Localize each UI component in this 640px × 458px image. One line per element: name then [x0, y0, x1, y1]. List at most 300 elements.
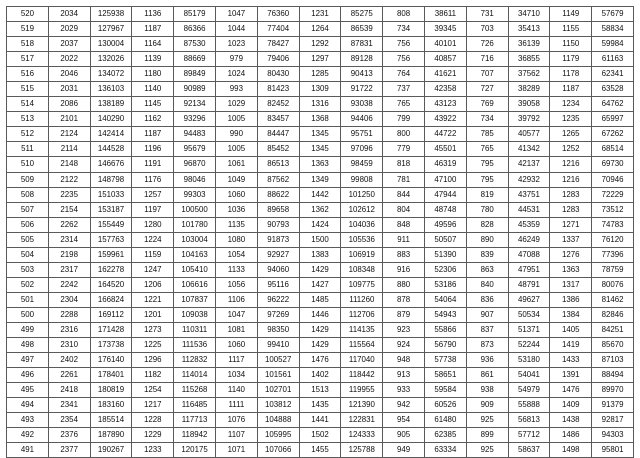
table-row	[7, 262, 634, 277]
table-cell: 1133	[215, 262, 257, 277]
table-cell: 47944	[424, 187, 466, 202]
table-cell: 1409	[550, 398, 592, 413]
table-cell: 69730	[592, 157, 634, 172]
table-cell: 38289	[508, 82, 550, 97]
table-cell: 1500	[299, 232, 341, 247]
table-cell: 839	[466, 247, 508, 262]
table-cell: 43751	[508, 187, 550, 202]
table-row	[7, 217, 634, 232]
table-cell: 1384	[550, 307, 592, 322]
table-cell: 818	[383, 157, 425, 172]
table-row	[7, 338, 634, 353]
table-cell: 1005	[215, 142, 257, 157]
table-row	[7, 202, 634, 217]
table-cell: 1196	[132, 142, 174, 157]
table-cell: 63334	[424, 443, 466, 458]
table-cell: 1060	[215, 338, 257, 353]
table-cell: 101561	[257, 368, 299, 383]
table-cell: 47951	[508, 262, 550, 277]
table-row	[7, 157, 634, 172]
table-cell: 1191	[132, 157, 174, 172]
table-cell: 59584	[424, 383, 466, 398]
table-cell: 1139	[132, 52, 174, 67]
table-cell: 40577	[508, 127, 550, 142]
table-cell: 65997	[592, 112, 634, 127]
table-cell: 1234	[550, 97, 592, 112]
table-row	[7, 413, 634, 428]
table-row	[7, 322, 634, 337]
table-cell: 110311	[174, 322, 216, 337]
table-cell: 924	[383, 338, 425, 353]
table-cell: 1023	[215, 37, 257, 52]
table-cell: 47100	[424, 172, 466, 187]
table-cell: 837	[466, 322, 508, 337]
table-cell: 1047	[215, 307, 257, 322]
table-cell: 911	[383, 232, 425, 247]
table-cell: 2031	[48, 82, 90, 97]
table-cell: 77404	[257, 22, 299, 37]
table-cell: 99303	[174, 187, 216, 202]
table-cell: 49596	[424, 217, 466, 232]
table-cell: 1150	[550, 37, 592, 52]
table-row	[7, 443, 634, 458]
table-cell: 51390	[424, 247, 466, 262]
table-cell: 1036	[215, 202, 257, 217]
table-cell: 79406	[257, 52, 299, 67]
table-cell: 1316	[299, 97, 341, 112]
table-cell: 1502	[299, 428, 341, 443]
table-cell: 103004	[174, 232, 216, 247]
table-cell: 1060	[215, 187, 257, 202]
table-cell: 707	[466, 67, 508, 82]
table-cell: 112706	[341, 307, 383, 322]
table-cell: 756	[383, 37, 425, 52]
table-cell: 84447	[257, 127, 299, 142]
table-row	[7, 37, 634, 52]
table-cell: 1047	[215, 7, 257, 22]
table-cell: 48748	[424, 202, 466, 217]
table-cell: 1345	[299, 142, 341, 157]
table-cell: 2262	[48, 217, 90, 232]
table-cell: 48791	[508, 277, 550, 292]
table-cell: 1231	[299, 7, 341, 22]
table-cell: 39345	[424, 22, 466, 37]
table-cell: 121390	[341, 398, 383, 413]
table-cell: 92927	[257, 247, 299, 262]
table-cell: 87103	[592, 353, 634, 368]
table-cell: 114014	[174, 368, 216, 383]
table-cell: 2122	[48, 172, 90, 187]
table-cell: 76120	[592, 232, 634, 247]
table-cell: 57738	[424, 353, 466, 368]
table-cell: 1159	[132, 247, 174, 262]
table-cell: 819	[466, 187, 508, 202]
table-cell: 716	[466, 52, 508, 67]
table-cell: 34710	[508, 7, 550, 22]
table-cell: 134072	[90, 67, 132, 82]
table-row	[7, 307, 634, 322]
table-cell: 85452	[257, 142, 299, 157]
table-cell: 1201	[132, 307, 174, 322]
table-cell: 127967	[90, 22, 132, 37]
table-row	[7, 127, 634, 142]
table-row	[7, 52, 634, 67]
table-cell: 993	[215, 82, 257, 97]
table-cell: 98350	[257, 322, 299, 337]
score-cell: 515	[7, 82, 49, 97]
table-cell: 1283	[550, 202, 592, 217]
table-row	[7, 292, 634, 307]
score-cell: 492	[7, 428, 49, 443]
table-row	[7, 142, 634, 157]
table-cell: 880	[383, 277, 425, 292]
table-cell: 185514	[90, 413, 132, 428]
table-cell: 102612	[341, 202, 383, 217]
table-cell: 1145	[132, 97, 174, 112]
table-cell: 85179	[174, 7, 216, 22]
table-cell: 102701	[257, 383, 299, 398]
score-cell: 517	[7, 52, 49, 67]
table-cell: 731	[466, 7, 508, 22]
score-cell: 494	[7, 398, 49, 413]
table-cell: 1446	[299, 307, 341, 322]
table-cell: 148798	[90, 172, 132, 187]
table-cell: 87530	[174, 37, 216, 52]
table-cell: 2314	[48, 232, 90, 247]
table-cell: 119955	[341, 383, 383, 398]
table-cell: 95679	[174, 142, 216, 157]
score-cell: 519	[7, 22, 49, 37]
score-cell: 504	[7, 247, 49, 262]
table-cell: 115268	[174, 383, 216, 398]
table-cell: 1081	[215, 322, 257, 337]
table-cell: 114135	[341, 322, 383, 337]
table-cell: 86539	[341, 22, 383, 37]
table-cell: 1391	[550, 368, 592, 383]
table-cell: 1337	[550, 232, 592, 247]
table-cell: 863	[466, 262, 508, 277]
table-body	[7, 7, 634, 458]
table-cell: 2198	[48, 247, 90, 262]
table-cell: 89128	[341, 52, 383, 67]
table-cell: 91379	[592, 398, 634, 413]
table-cell: 1034	[215, 368, 257, 383]
table-cell: 1247	[132, 262, 174, 277]
table-cell: 848	[383, 217, 425, 232]
table-cell: 1485	[299, 292, 341, 307]
table-cell: 41342	[508, 142, 550, 157]
table-cell: 780	[466, 202, 508, 217]
score-cell: 498	[7, 338, 49, 353]
table-cell: 187890	[90, 428, 132, 443]
table-cell: 54064	[424, 292, 466, 307]
table-cell: 104036	[341, 217, 383, 232]
score-cell: 499	[7, 322, 49, 337]
table-cell: 97096	[341, 142, 383, 157]
table-cell: 116485	[174, 398, 216, 413]
table-cell: 2101	[48, 112, 90, 127]
table-cell: 55866	[424, 322, 466, 337]
table-cell: 1273	[132, 322, 174, 337]
table-cell: 1271	[550, 217, 592, 232]
table-cell: 1429	[299, 322, 341, 337]
table-cell: 89658	[257, 202, 299, 217]
table-cell: 155449	[90, 217, 132, 232]
table-cell: 909	[466, 398, 508, 413]
score-cell: 501	[7, 292, 49, 307]
table-cell: 899	[466, 428, 508, 443]
table-cell: 40101	[424, 37, 466, 52]
table-cell: 1363	[550, 262, 592, 277]
table-row	[7, 398, 634, 413]
table-cell: 87831	[341, 37, 383, 52]
table-cell: 85275	[341, 7, 383, 22]
table-cell: 180819	[90, 383, 132, 398]
table-cell: 63528	[592, 82, 634, 97]
table-cell: 1182	[132, 368, 174, 383]
table-cell: 103812	[257, 398, 299, 413]
table-cell: 1513	[299, 383, 341, 398]
table-cell: 764	[383, 67, 425, 82]
table-cell: 78427	[257, 37, 299, 52]
table-cell: 800	[383, 127, 425, 142]
table-cell: 1216	[550, 172, 592, 187]
table-cell: 45359	[508, 217, 550, 232]
table-row	[7, 247, 634, 262]
table-cell: 1476	[299, 353, 341, 368]
table-cell: 1221	[132, 292, 174, 307]
table-cell: 878	[383, 292, 425, 307]
table-cell: 1433	[550, 353, 592, 368]
table-cell: 115564	[341, 338, 383, 353]
table-cell: 726	[466, 37, 508, 52]
table-cell: 64762	[592, 97, 634, 112]
table-cell: 144528	[90, 142, 132, 157]
table-cell: 1252	[550, 142, 592, 157]
table-cell: 183160	[90, 398, 132, 413]
table-cell: 883	[383, 247, 425, 262]
table-cell: 907	[466, 307, 508, 322]
table-cell: 93296	[174, 112, 216, 127]
table-cell: 90413	[341, 67, 383, 82]
table-cell: 923	[383, 322, 425, 337]
table-cell: 1235	[550, 112, 592, 127]
table-cell: 53180	[508, 353, 550, 368]
table-cell: 100500	[174, 202, 216, 217]
score-cell: 505	[7, 232, 49, 247]
table-cell: 173738	[90, 338, 132, 353]
table-cell: 785	[466, 127, 508, 142]
table-cell: 95116	[257, 277, 299, 292]
table-cell: 43123	[424, 97, 466, 112]
table-cell: 53186	[424, 277, 466, 292]
table-cell: 50507	[424, 232, 466, 247]
table-cell: 83457	[257, 112, 299, 127]
table-cell: 1056	[215, 277, 257, 292]
table-cell: 91873	[257, 232, 299, 247]
table-cell: 1136	[132, 7, 174, 22]
table-row	[7, 428, 634, 443]
table-cell: 151033	[90, 187, 132, 202]
table-cell: 60526	[424, 398, 466, 413]
table-row	[7, 187, 634, 202]
table-cell: 1233	[132, 443, 174, 458]
table-cell: 1135	[215, 217, 257, 232]
table-cell: 104163	[174, 247, 216, 262]
table-cell: 52244	[508, 338, 550, 353]
table-cell: 938	[466, 383, 508, 398]
table-cell: 159961	[90, 247, 132, 262]
table-cell: 97269	[257, 307, 299, 322]
table-cell: 91722	[341, 82, 383, 97]
table-cell: 109775	[341, 277, 383, 292]
table-cell: 1345	[299, 127, 341, 142]
table-cell: 990	[215, 127, 257, 142]
table-cell: 54041	[508, 368, 550, 383]
table-cell: 120175	[174, 443, 216, 458]
table-cell: 765	[383, 97, 425, 112]
table-cell: 58651	[424, 368, 466, 383]
table-cell: 861	[466, 368, 508, 383]
table-cell: 1080	[215, 232, 257, 247]
table-cell: 1363	[299, 157, 341, 172]
table-cell: 62385	[424, 428, 466, 443]
table-cell: 2354	[48, 413, 90, 428]
table-cell: 1283	[550, 187, 592, 202]
table-cell: 94303	[592, 428, 634, 443]
table-cell: 87562	[257, 172, 299, 187]
table-cell: 1044	[215, 22, 257, 37]
table-cell: 828	[466, 217, 508, 232]
table-cell: 140290	[90, 112, 132, 127]
table-cell: 1197	[132, 202, 174, 217]
table-cell: 1383	[299, 247, 341, 262]
table-cell: 62341	[592, 67, 634, 82]
table-cell: 1140	[215, 383, 257, 398]
table-row	[7, 97, 634, 112]
table-cell: 90793	[257, 217, 299, 232]
table-row	[7, 368, 634, 383]
score-cell: 508	[7, 187, 49, 202]
table-cell: 82452	[257, 97, 299, 112]
table-row	[7, 172, 634, 187]
table-cell: 727	[466, 82, 508, 97]
table-cell: 178401	[90, 368, 132, 383]
table-cell: 1296	[132, 353, 174, 368]
table-cell: 52306	[424, 262, 466, 277]
table-cell: 1061	[215, 157, 257, 172]
table-cell: 836	[466, 292, 508, 307]
table-cell: 2029	[48, 22, 90, 37]
table-cell: 88494	[592, 368, 634, 383]
table-cell: 78759	[592, 262, 634, 277]
table-cell: 1180	[132, 67, 174, 82]
table-cell: 105536	[341, 232, 383, 247]
table-cell: 1229	[132, 428, 174, 443]
table-cell: 1217	[132, 398, 174, 413]
table-cell: 1368	[299, 112, 341, 127]
score-cell: 518	[7, 37, 49, 52]
table-cell: 101250	[341, 187, 383, 202]
table-cell: 905	[383, 428, 425, 443]
table-cell: 96222	[257, 292, 299, 307]
table-cell: 70946	[592, 172, 634, 187]
table-cell: 2304	[48, 292, 90, 307]
table-cell: 68514	[592, 142, 634, 157]
score-cell: 513	[7, 112, 49, 127]
table-cell: 1419	[550, 338, 592, 353]
score-cell: 509	[7, 172, 49, 187]
score-distribution-page	[6, 6, 634, 458]
table-cell: 781	[383, 172, 425, 187]
table-cell: 86513	[257, 157, 299, 172]
table-row	[7, 112, 634, 127]
table-cell: 2310	[48, 338, 90, 353]
table-cell: 737	[383, 82, 425, 97]
score-cell: 516	[7, 67, 49, 82]
table-cell: 98046	[174, 172, 216, 187]
table-cell: 1149	[550, 7, 592, 22]
table-cell: 125938	[90, 7, 132, 22]
table-cell: 42137	[508, 157, 550, 172]
table-cell: 1476	[550, 383, 592, 398]
table-cell: 130004	[90, 37, 132, 52]
table-cell: 82846	[592, 307, 634, 322]
table-cell: 1498	[550, 443, 592, 458]
table-cell: 1362	[299, 202, 341, 217]
table-cell: 2046	[48, 67, 90, 82]
table-cell: 734	[383, 22, 425, 37]
table-cell: 94406	[341, 112, 383, 127]
table-cell: 41621	[424, 67, 466, 82]
table-cell: 136103	[90, 82, 132, 97]
table-cell: 925	[466, 413, 508, 428]
table-cell: 1224	[132, 232, 174, 247]
table-cell: 1225	[132, 338, 174, 353]
table-cell: 93038	[341, 97, 383, 112]
score-cell: 495	[7, 383, 49, 398]
table-cell: 1264	[299, 22, 341, 37]
table-cell: 39058	[508, 97, 550, 112]
table-row	[7, 232, 634, 247]
score-cell: 496	[7, 368, 49, 383]
table-cell: 1254	[132, 383, 174, 398]
table-cell: 2341	[48, 398, 90, 413]
score-table	[6, 6, 634, 458]
table-cell: 1179	[550, 52, 592, 67]
table-cell: 1402	[299, 368, 341, 383]
table-cell: 1054	[215, 247, 257, 262]
table-cell: 1140	[132, 82, 174, 97]
table-cell: 117713	[174, 413, 216, 428]
table-cell: 46249	[508, 232, 550, 247]
table-cell: 99410	[257, 338, 299, 353]
table-cell: 95801	[592, 443, 634, 458]
table-cell: 107066	[257, 443, 299, 458]
table-cell: 1187	[550, 82, 592, 97]
table-cell: 59984	[592, 37, 634, 52]
table-cell: 50534	[508, 307, 550, 322]
table-cell: 808	[383, 7, 425, 22]
table-cell: 105410	[174, 262, 216, 277]
table-cell: 1107	[215, 428, 257, 443]
table-cell: 61480	[424, 413, 466, 428]
table-cell: 132026	[90, 52, 132, 67]
table-cell: 2376	[48, 428, 90, 443]
table-cell: 1164	[132, 37, 174, 52]
table-cell: 88669	[174, 52, 216, 67]
table-cell: 2037	[48, 37, 90, 52]
